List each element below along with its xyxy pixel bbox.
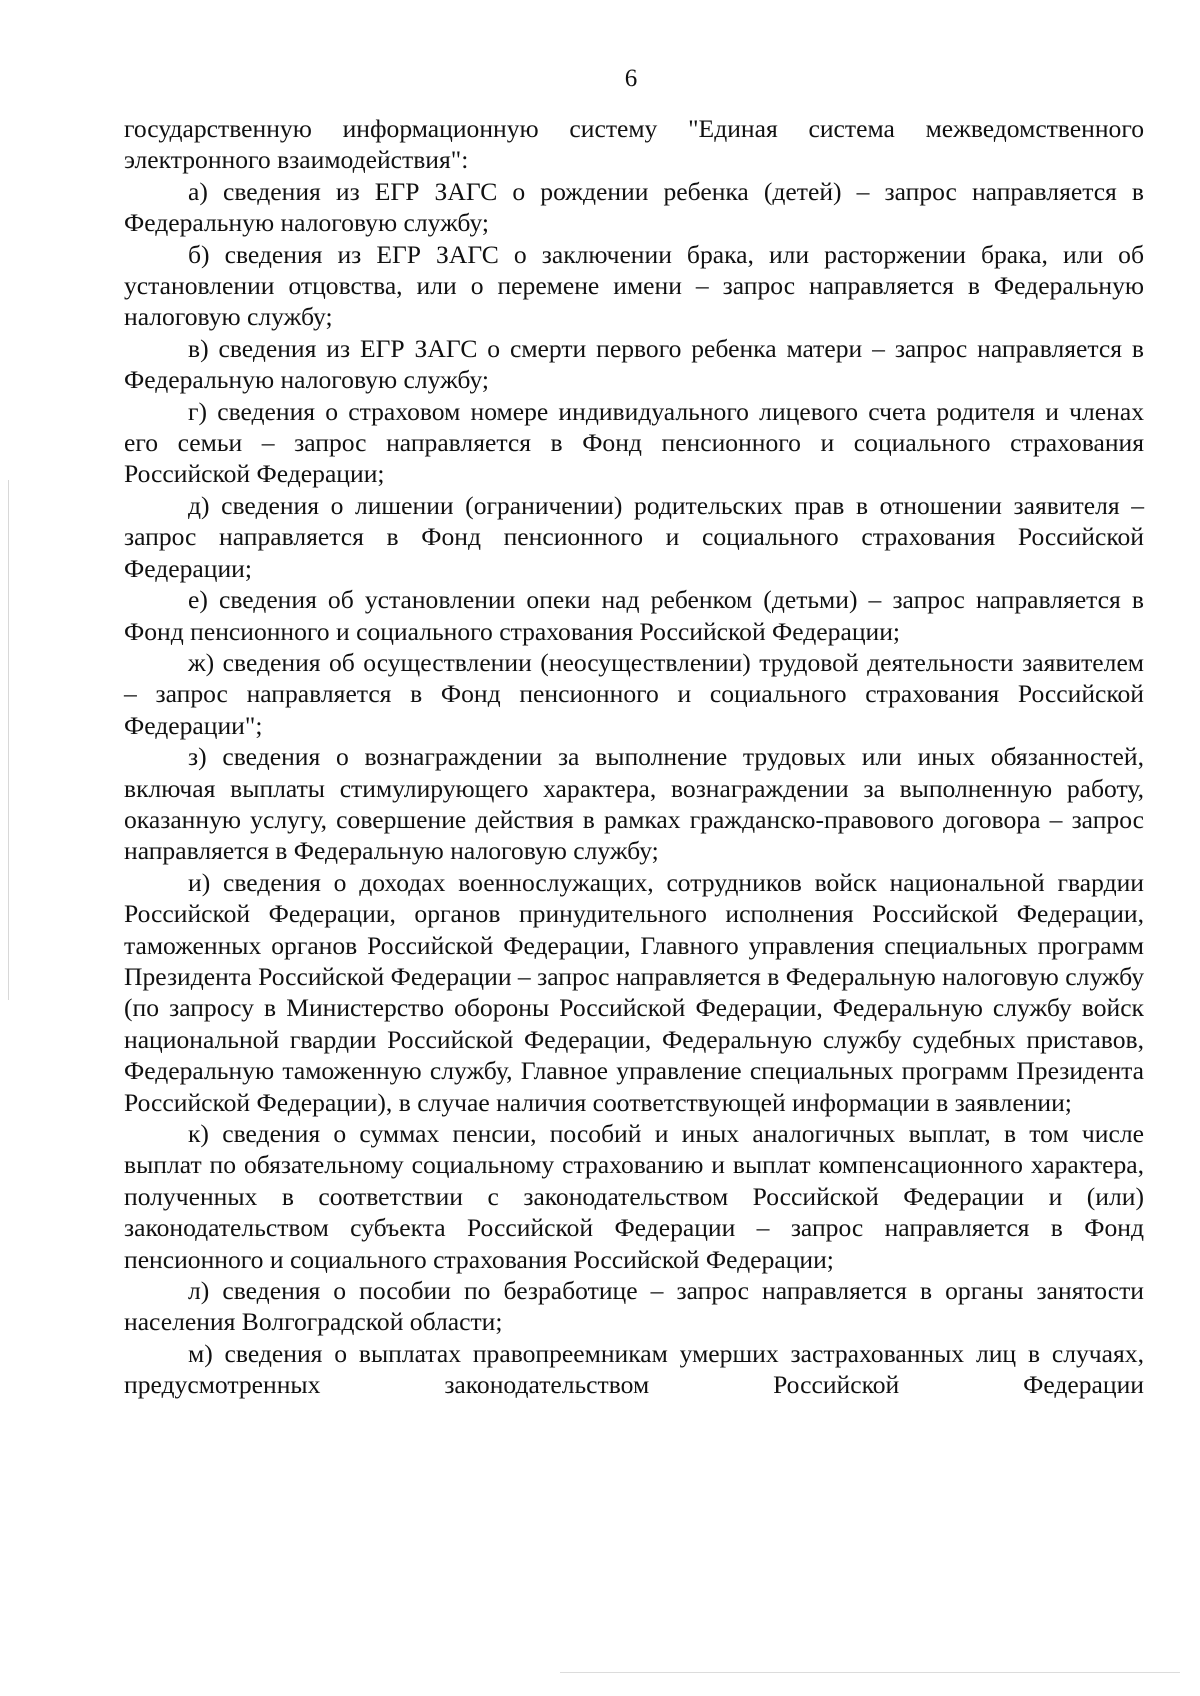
list-item-g: г) сведения о страховом номере индивидуального лицевого счета родителя и членах его семьи – запрос направляется в Фонд пенсионного и социального страхования Российской Федерации; — [124, 396, 1144, 489]
page-number: 6 — [624, 65, 638, 92]
list-item-i: и) сведения о доходах военнослужащих, сотрудников войск национальной гвардии Российской Федерации, органов принудительного исполнения Российской Федерации, таможенных органов Российской Федерации, Главного управления специальных программ Президента Российской Федерации – запрос направляется в Федеральную налоговую службу (по запросу в Министерство обороны Российской Федерации, Федеральную службу войск национальной гвардии Российской Федерации, Федеральную службу судебных приставов, Федеральную таможенную службу, Главное управление специальных программ Президента Российской Федерации), в случае наличия соответствующей информации в заявлении; — [124, 867, 1144, 1117]
list-item-a: а) сведения из ЕГР ЗАГС о рождении ребенка (детей) – запрос направляется в Федеральную налоговую службу; — [124, 176, 1144, 238]
list-item-e: е) сведения об установлении опеки над ребенком (детьми) – запрос направляется в Фонд пенсионного и социального страхования Российской Федерации; — [124, 585, 1144, 646]
list-item-m: м) сведения о выплатах правопреемникам умерших застрахованных лиц в случаях, предусмотренных законодательством Российской Федерации — [124, 1338, 1144, 1400]
list-item-l: л) сведения о пособии по безработице – запрос направляется в органы занятости населения Волгоградской области; — [124, 1276, 1144, 1337]
scan-edge-mark — [8, 480, 9, 1000]
list-item-z: з) сведения о вознаграждении за выполнение трудовых или иных обязанностей, включая выплаты стимулирующего характера, вознаграждении за выполненную работу, оказанную услугу, совершение действия в рамках гражданско-правового договора – запрос направляется в Федеральную налоговую службу; — [124, 742, 1144, 866]
scan-edge-mark-bottom — [560, 1672, 1180, 1673]
document-body — [124, 113, 1144, 1401]
intro-paragraph: государственную информационную систему "Единая система межведомственного электронного взаимодействия": — [124, 114, 1144, 175]
list-item-v: в) сведения из ЕГР ЗАГС о смерти первого ребенка матери – запрос направляется в Федеральную налоговую службу; — [124, 333, 1144, 395]
list-item-b: б) сведения из ЕГР ЗАГС о заключении брака, или расторжении брака, или об установлении отцовства, или о перемене имени – запрос направляется в Федеральную налоговую службу; — [124, 239, 1144, 332]
list-item-k: к) сведения о суммах пенсии, пособий и иных аналогичных выплат, в том числе выплат по обязательному социальному страхованию и выплат компенсационного характера, полученных в соответствии с законодательством Российской Федерации и (или) законодательством субъекта Российской Федерации – запрос направляется в Фонд пенсионного и социального страхования Российской Федерации; — [124, 1119, 1144, 1274]
list-item-d: д) сведения о лишении (ограничении) родительских прав в отношении заявителя – запрос направляется в Фонд пенсионного и социального страхования Российской Федерации; — [124, 490, 1144, 583]
list-item-zh: ж) сведения об осуществлении (неосуществлении) трудовой деятельности заявителем – запрос направляется в Фонд пенсионного и социального страхования Российской Федерации"; — [124, 647, 1144, 740]
